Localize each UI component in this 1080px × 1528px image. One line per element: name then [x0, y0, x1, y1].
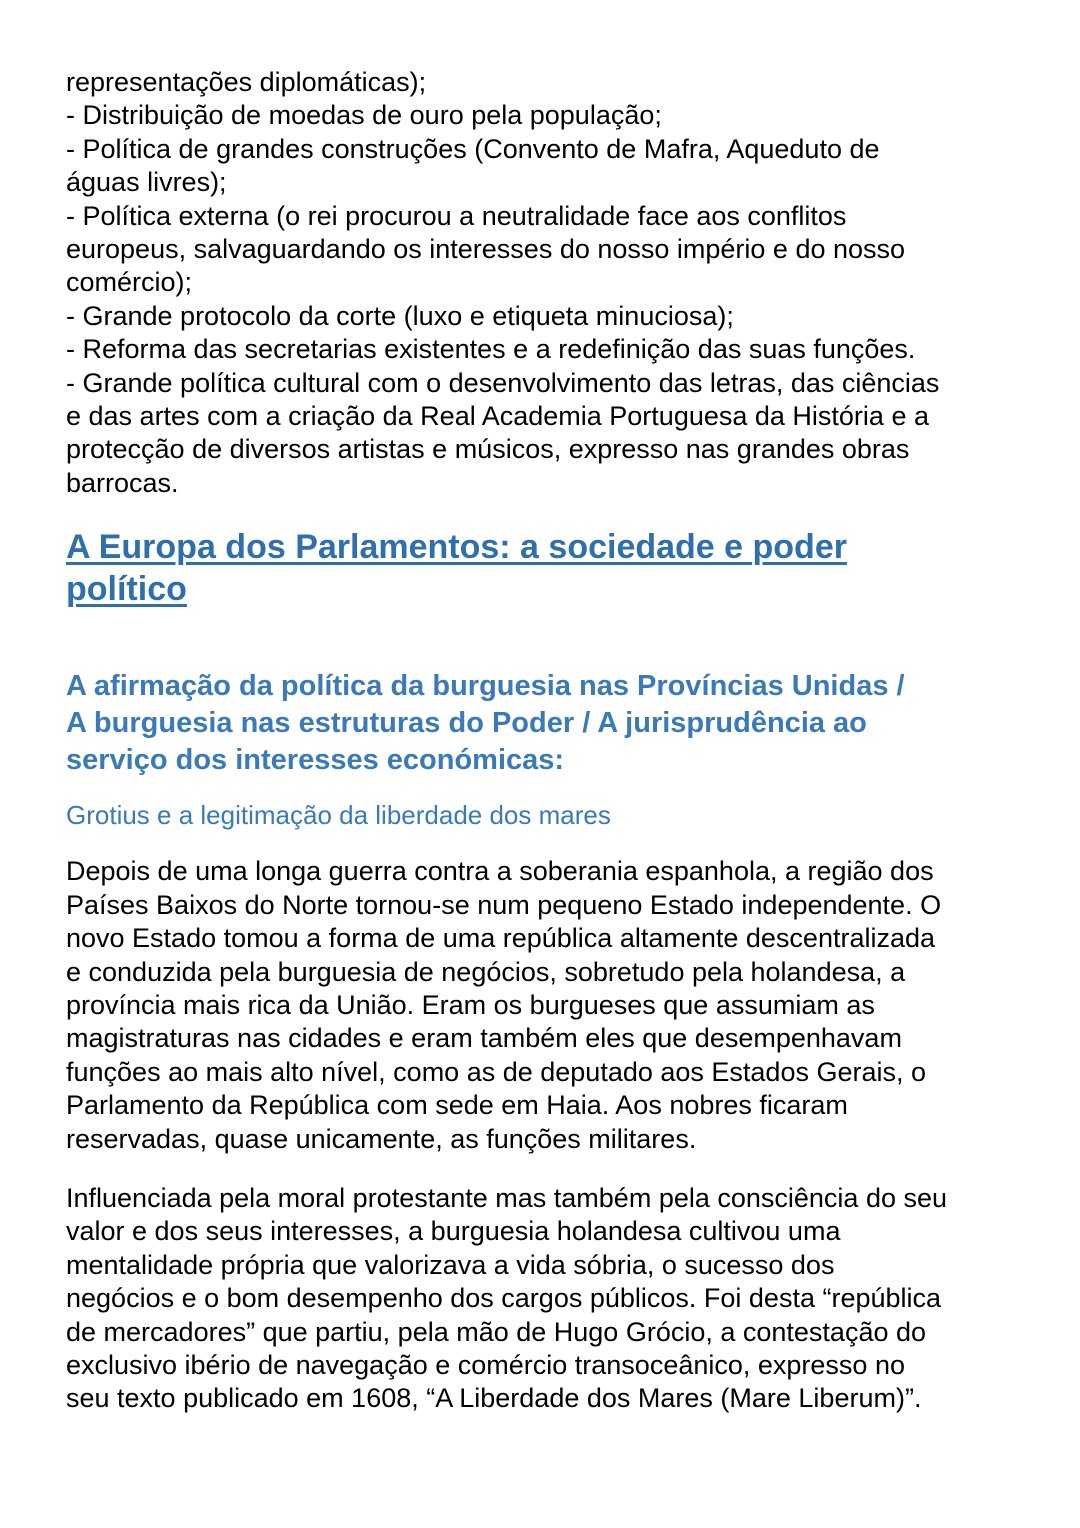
text-line: barrocas. — [66, 467, 179, 498]
text-line: europeus, salvaguardando os interesses do nosso império e do nosso — [66, 234, 906, 265]
section-heading-link[interactable] — [66, 526, 1026, 610]
text-line: magistraturas nas cidades e eram também eles que desempenhavam — [66, 1023, 902, 1054]
paragraph-1 — [66, 855, 1026, 1156]
text-line: - Distribuição de moedas de ouro pela população; — [66, 100, 662, 131]
text-line: mentalidade própria que valorizava a vida sóbria, o sucesso dos — [66, 1249, 835, 1280]
text-line: político — [66, 570, 187, 609]
text-line: águas livres); — [66, 167, 227, 198]
text-line: negócios e o bom desempenho dos cargos públicos. Foi desta “república — [66, 1283, 942, 1314]
text-line: - Grande política cultural com o desenvolvimento das letras, das ciências — [66, 367, 940, 398]
text-line: seu texto publicado em 1608, “A Liberdade dos Mares (Mare Liberum)”. — [66, 1383, 922, 1414]
text-line: A Europa dos Parlamentos: a sociedade e poder — [66, 528, 847, 567]
text-line: - Reforma das secretarias existentes e a redefinição das suas funções. — [66, 334, 916, 365]
text-line: Influenciada pela moral protestante mas também pela consciência do seu — [66, 1182, 948, 1213]
text-line: protecção de diversos artistas e músicos, expresso nas grandes obras — [66, 434, 910, 465]
text-line: comércio); — [66, 267, 193, 298]
text-line: e das artes com a criação da Real Academia Portuguesa da História e a — [66, 401, 929, 432]
text-line: Parlamento da República com sede em Haia. Aos nobres ficaram — [66, 1090, 848, 1121]
subsection-heading — [66, 668, 1026, 779]
text-line: - Política externa (o rei procurou a neutralidade face aos conflitos — [66, 200, 847, 231]
text-line: funções ao mais alto nível, como as de deputado aos Estados Gerais, o — [66, 1056, 927, 1087]
text-line: reservadas, quase unicamente, as funções militares. — [66, 1123, 697, 1154]
text-line: A afirmação da política da burguesia nas Províncias Unidas / — [66, 670, 905, 703]
text-line: A burguesia nas estruturas do Poder / A jurisprudência ao — [66, 707, 867, 740]
intro-list — [66, 66, 1026, 500]
text-line: exclusivo ibério de navegação e comércio transoceânico, expresso no — [66, 1349, 905, 1380]
text-line: valor e dos seus interesses, a burguesia holandesa cultivou uma — [66, 1216, 841, 1247]
text-line: representações diplomáticas); — [66, 67, 427, 97]
text-line: serviço dos interesses económicas: — [66, 744, 565, 777]
text-line: novo Estado tomou a forma de uma república altamente descentralizada — [66, 923, 936, 954]
document-page — [66, 66, 1026, 1416]
text-line: província mais rica da União. Eram os burgueses que assumiam as — [66, 989, 875, 1020]
text-line: - Grande protocolo da corte (luxo e etiqueta minuciosa); — [66, 300, 734, 331]
text-line: Países Baixos do Norte tornou-se num pequeno Estado independente. O — [66, 889, 942, 920]
text-line: de mercadores” que partiu, pela mão de Hugo Grócio, a contestação do — [66, 1316, 927, 1347]
text-line: e conduzida pela burguesia de negócios, sobretudo pela holandesa, a — [66, 956, 906, 987]
sub-subsection-heading — [66, 799, 1026, 831]
heading3-text: Grotius e a legitimação da liberdade dos mares — [66, 800, 611, 831]
paragraph-2 — [66, 1182, 1026, 1416]
text-line: Depois de uma longa guerra contra a soberania espanhola, a região dos — [66, 856, 934, 887]
text-line: - Política de grandes construções (Convento de Mafra, Aqueduto de — [66, 133, 880, 164]
